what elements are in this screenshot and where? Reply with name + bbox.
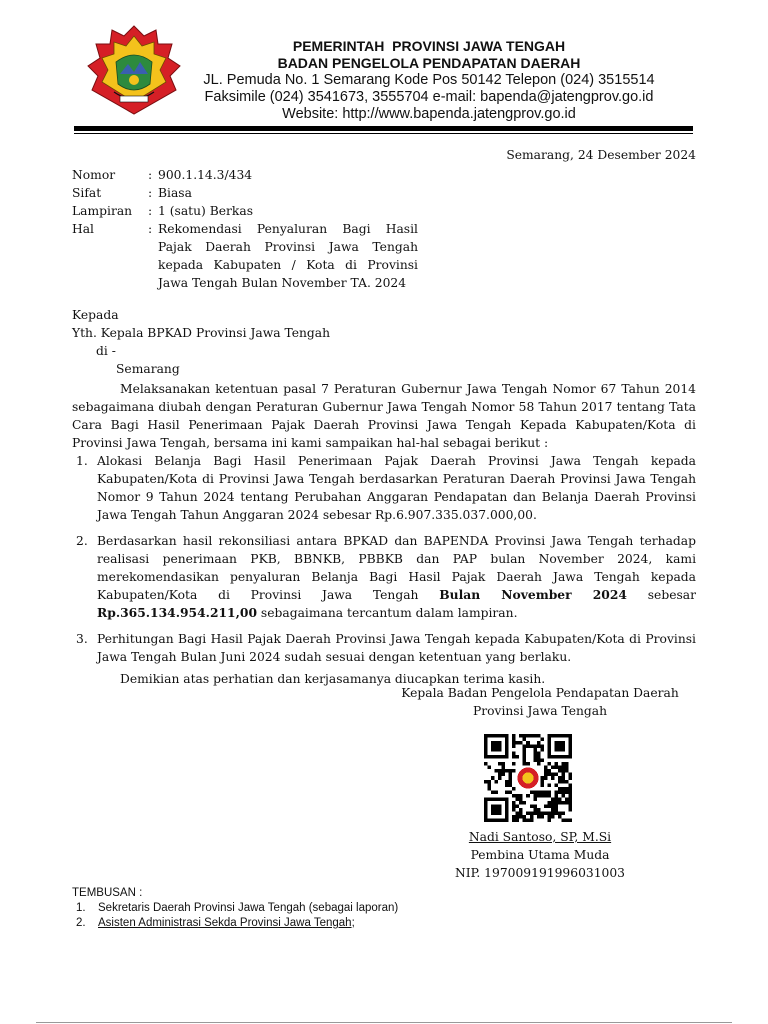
list-item <box>72 452 696 524</box>
header-divider-thin <box>74 133 693 134</box>
item2-text-c: sebagaimana tercantum dalam lampiran. <box>257 606 518 620</box>
letterhead <box>190 38 668 123</box>
signer-rank: Pembina Utama Muda <box>470 848 610 862</box>
jawa-tengah-coat-of-arms-icon <box>84 22 184 118</box>
carbon-copy-label: TEMBUSAN : <box>72 887 143 899</box>
list-number: 1. <box>76 902 86 914</box>
signatory-province: Provinsi Jawa Tengah <box>472 704 608 718</box>
meta-colon: : <box>148 186 153 200</box>
meta-value: 900.1.14.3/434 <box>158 168 253 182</box>
list-number: 2. <box>76 534 88 548</box>
list-item <box>72 916 398 931</box>
list-number: 3. <box>76 632 88 646</box>
meta-key: Nomor <box>72 168 116 182</box>
list-item-text: Alokasi Belanja Bagi Hasil Penerimaan Pajak Daerah Provinsi Jawa Tengah kepada Kabupaten/Kota di Provinsi Jawa Tengah berdasarkan Peraturan Daerah Provinsi Jawa Tengah Nomor 9 Tahun 2024 tentang Perubahan Anggaran Pendapatan dan Belanja Daerah Provinsi Jawa Tengah Tahun Anggaran 2024 sebesar Rp.6.907.335.037.000,00. <box>97 454 696 522</box>
meta-row-lampiran <box>72 202 472 220</box>
agency-fax-email: Faksimile (024) 3541673, 3555704 e-mail: bapenda@jatengprov.go.id <box>204 89 654 105</box>
signer-nip: NIP. 197009191996031003 <box>454 866 626 880</box>
letter-body <box>72 380 696 688</box>
item2-amount: Rp.365.134.954.211,00 <box>97 605 258 620</box>
recipient-name: Yth. Kepala BPKAD Provinsi Jawa Tengah <box>72 326 331 340</box>
meta-value: Biasa <box>158 186 192 200</box>
meta-value: 1 (satu) Berkas <box>158 204 254 218</box>
closing-paragraph: Demikian atas perhatian dan kerjasamanya diucapkan terima kasih. <box>120 672 546 686</box>
page-bottom-line <box>36 1022 732 1023</box>
list-item <box>72 532 696 622</box>
letter-meta <box>72 166 472 292</box>
signer-name: Nadi Santoso, SP, M.Si <box>468 830 612 844</box>
list-number: 2. <box>76 917 86 929</box>
list-item <box>72 901 398 916</box>
meta-row-nomor <box>72 166 472 184</box>
carbon-copy-recipient: Asisten Administrasi Sekda Provinsi Jawa Tengah <box>98 917 352 929</box>
meta-key: Hal <box>72 222 94 236</box>
signatory-title: Kepala Badan Pengelola Pendapatan Daerah <box>401 686 679 700</box>
agency-address: JL. Pemuda No. 1 Semarang Kode Pos 50142 Telepon (024) 3515514 <box>203 72 655 88</box>
item2-text-a: Berdasarkan hasil rekonsiliasi antara BPKAD dan BAPENDA Provinsi Jawa Tengah terhadap realisasi penerimaan PKB, BBNKB, PBBKB dan PAP bulan November 2024, kami merekomendasikan penyaluran Belanja Bagi Hasil Pajak Daerah Jawa Tengah kepada Kabupaten/Kota di Provinsi Jawa Tengah <box>97 534 696 602</box>
agency-name: BADAN PENGELOLA PENDAPATAN DAERAH <box>277 55 581 71</box>
gov-name: PEMERINTAH PROVINSI JAWA TENGAH <box>292 38 566 54</box>
qr-code-icon <box>484 734 572 822</box>
meta-colon: : <box>148 222 153 236</box>
list-number: 1. <box>76 454 88 468</box>
meta-key: Lampiran <box>72 204 133 218</box>
meta-colon: : <box>148 168 153 182</box>
list-item-text <box>97 532 696 622</box>
meta-key: Sifat <box>72 186 102 200</box>
signer-block <box>420 828 660 882</box>
item2-period: Bulan November 2024 <box>439 587 627 602</box>
agency-website: Website: http://www.bapenda.jatengprov.go.id <box>282 106 576 122</box>
header-divider-thick <box>74 126 693 131</box>
recipient-block <box>72 306 330 378</box>
carbon-copy-recipient: Sekretaris Daerah Provinsi Jawa Tengah (sebagai laporan) <box>98 902 399 914</box>
meta-colon: : <box>148 204 153 218</box>
meta-value: Rekomendasi Penyaluran Bagi Hasil Pajak Daerah Provinsi Jawa Tengah kepada Kabupaten / Kota di Provinsi Jawa Tengah Bulan November TA. 2024 <box>158 222 418 290</box>
carbon-copy-block <box>72 886 398 931</box>
list-item-text: Perhitungan Bagi Hasil Pajak Daerah Provinsi Jawa Tengah kepada Kabupaten/Kota di Provinsi Jawa Tengah Bulan Juni 2024 sudah sesuai dengan ketentuan yang berlaku. <box>97 632 696 664</box>
letter-date: Semarang, 24 Desember 2024 <box>506 148 696 162</box>
intro-paragraph: Melaksanakan ketentuan pasal 7 Peraturan Gubernur Jawa Tengah Nomor 67 Tahun 2014 sebagaimana diubah dengan Peraturan Gubernur Jawa Tengah Nomor 58 Tahun 2017 tentang Tata Cara Bagi Hasil Penerimaan Pajak Daerah Provinsi Jawa Tengah Kepada Kabupaten/Kota di Provinsi Jawa Tengah, bersama ini kami sampaikan hal-hal sebagai berikut : <box>72 382 696 450</box>
meta-row-sifat <box>72 184 472 202</box>
signature-block <box>360 684 720 720</box>
recipient-di: di - <box>96 344 116 358</box>
recipient-city: Semarang <box>116 362 180 376</box>
carbon-copy-suffix: ; <box>351 917 355 929</box>
list-item <box>72 630 696 666</box>
item2-text-b: sebesar <box>626 588 696 602</box>
meta-row-hal <box>72 220 472 292</box>
recipient-kepada: Kepada <box>72 308 119 322</box>
